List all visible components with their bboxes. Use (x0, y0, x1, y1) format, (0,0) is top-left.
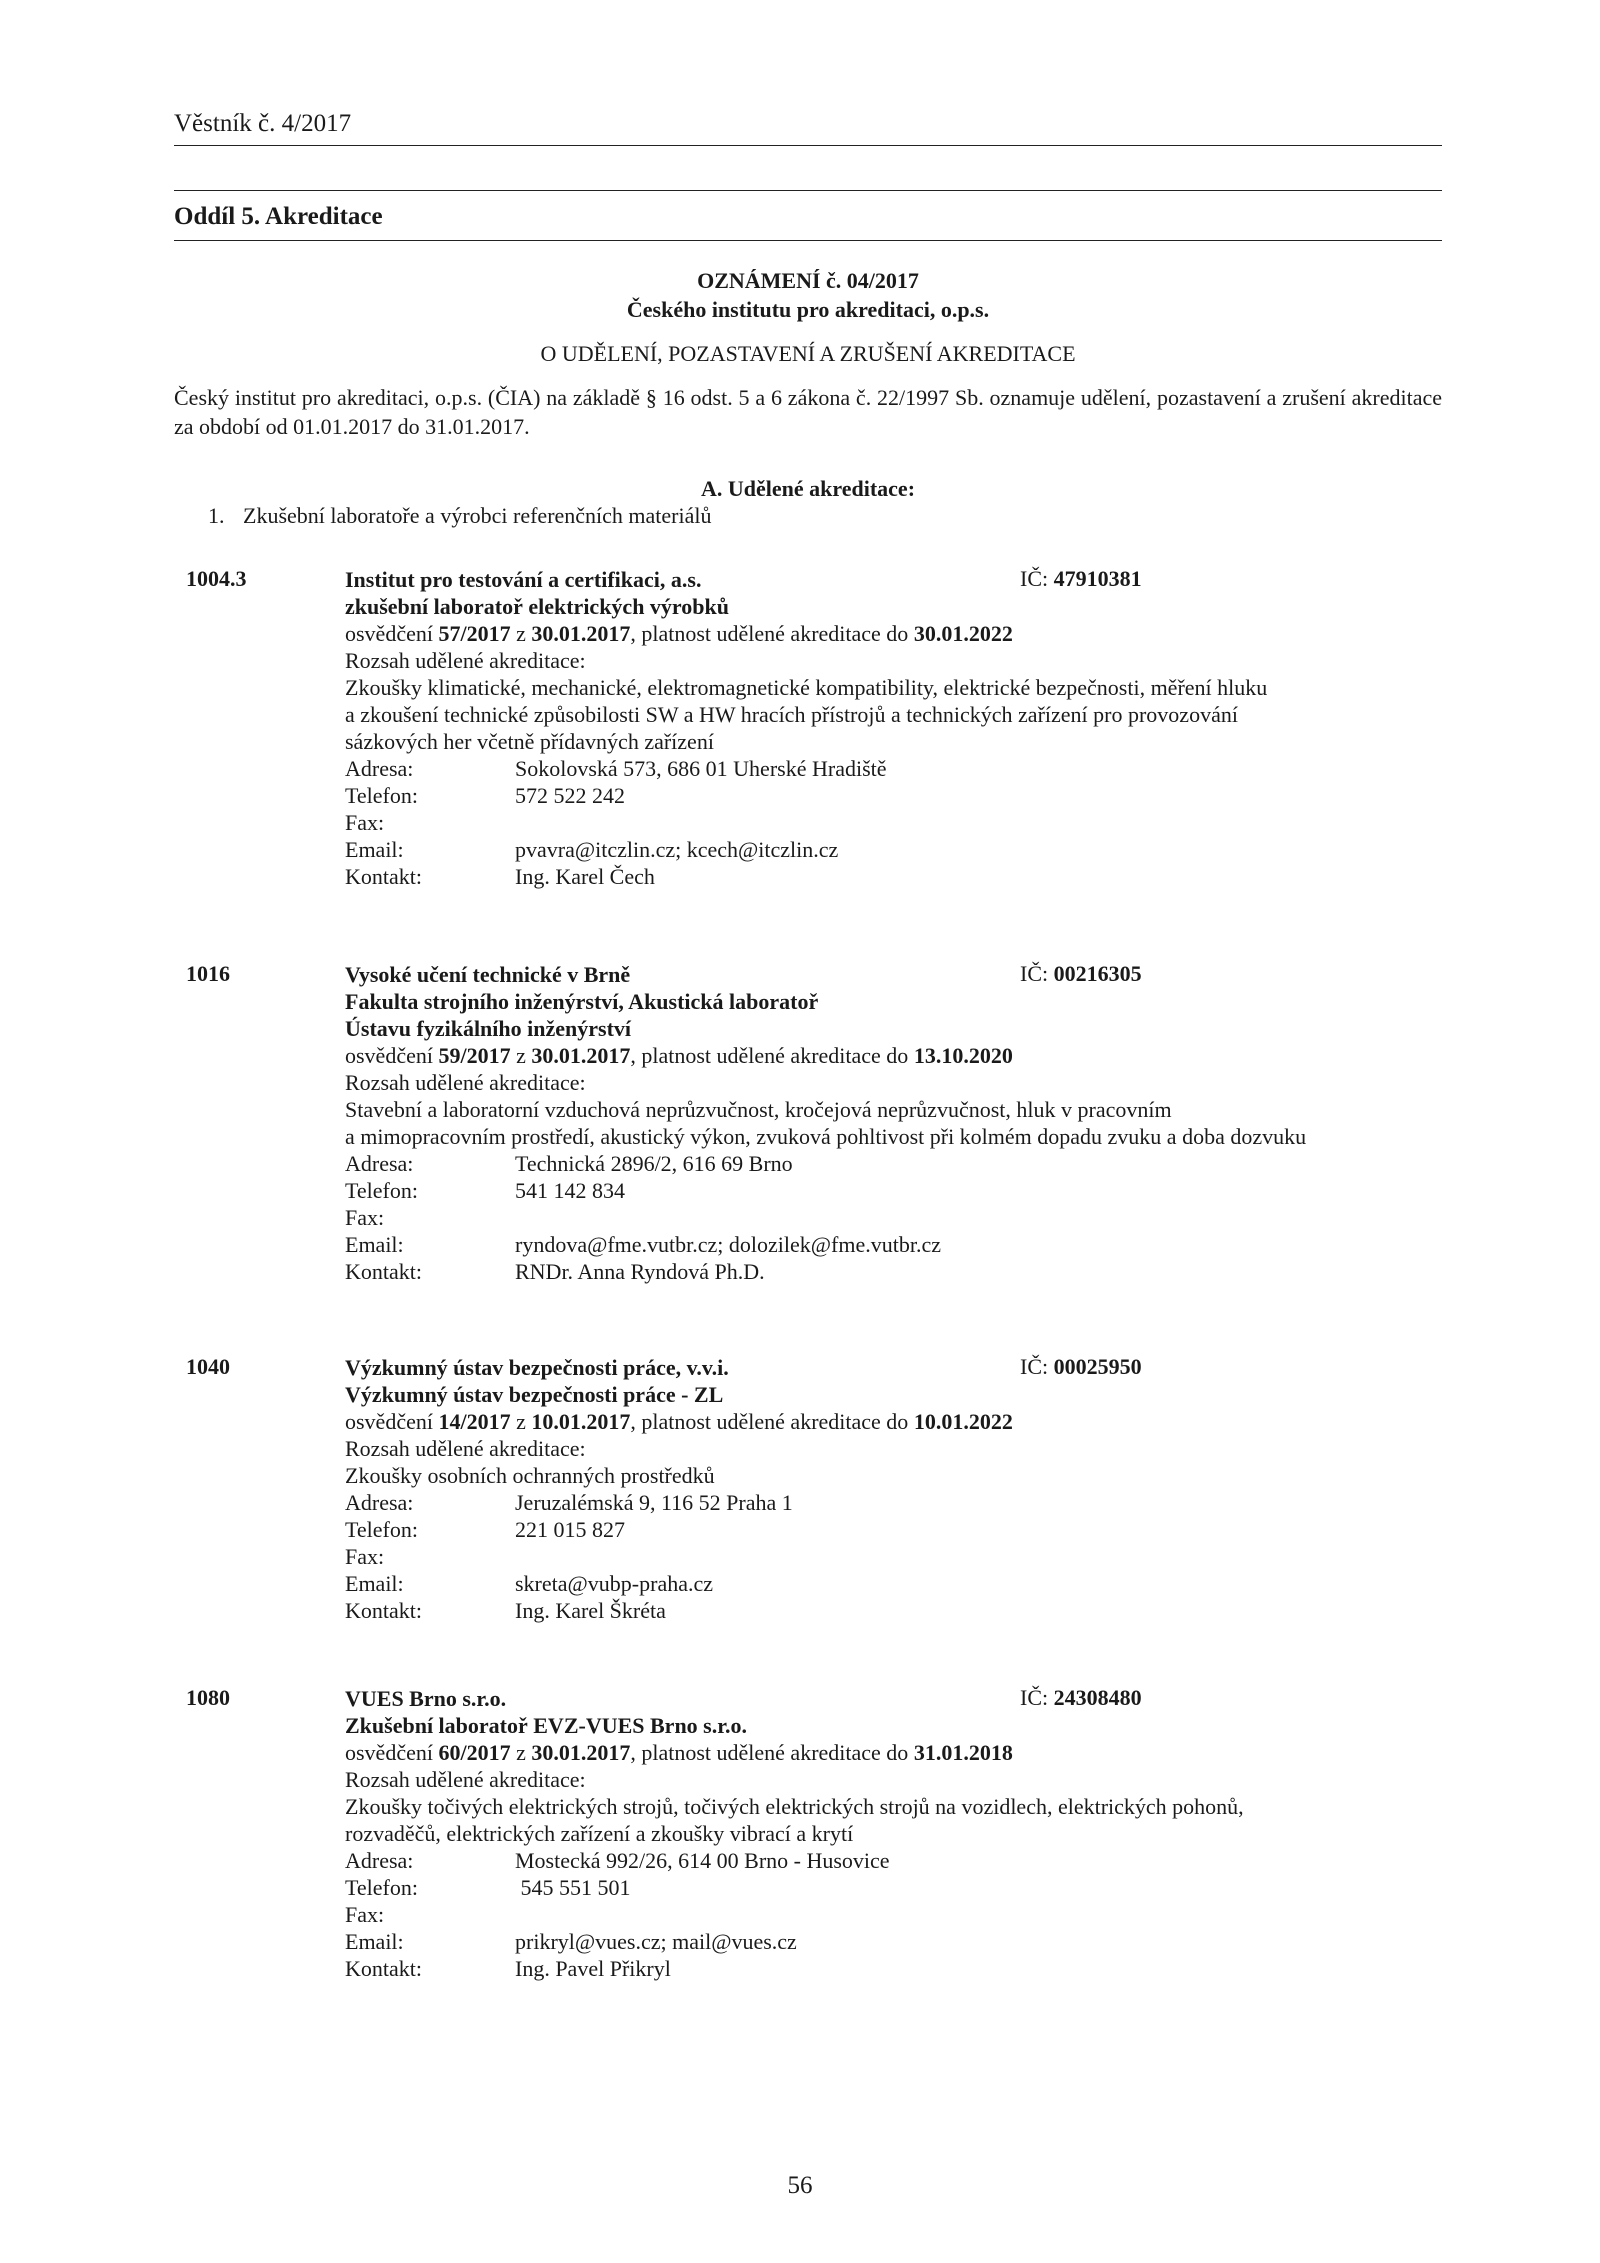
certificate-prefix: osvědčení (345, 621, 439, 646)
certificate-from: z (510, 1740, 532, 1765)
address-row (345, 1150, 1445, 1177)
certificate-number: 14/2017 (438, 1409, 511, 1434)
scope-heading: Rozsah udělené akreditace: (345, 1767, 586, 1792)
scope-line: Zkoušky točivých elektrických strojů, točivých elektrických strojů na vozidlech, elektrických pohonů, (345, 1794, 1244, 1819)
address-value: Jeruzalémská 9, 116 52 Praha 1 (515, 1490, 793, 1515)
fax-label: Fax: (345, 1205, 385, 1230)
certificate-number: 60/2017 (438, 1740, 511, 1765)
valid-until: 30.01.2022 (913, 621, 1013, 646)
phone-label: Telefon: (345, 783, 418, 808)
fax-label: Fax: (345, 1544, 385, 1569)
address-row (345, 1847, 1445, 1874)
entry-code: 1080 (186, 1685, 230, 1710)
header-rule (174, 145, 1442, 146)
email-row (345, 1231, 1445, 1258)
issue-date: 30.01.2017 (531, 1740, 631, 1765)
scope-line: sázkových her včetně přídavných zařízení (345, 729, 714, 754)
certificate-prefix: osvědčení (345, 1740, 439, 1765)
validity-text: , platnost udělené akreditace do (630, 1740, 914, 1765)
address-label: Adresa: (345, 1848, 414, 1873)
address-value: Sokolovská 573, 686 01 Uherské Hradiště (515, 756, 887, 781)
ic-label: IČ: (1020, 1354, 1054, 1379)
scope-heading: Rozsah udělené akreditace: (345, 1436, 586, 1461)
notice-title: OZNÁMENÍ č. 04/2017 (697, 268, 919, 293)
certificate-line (345, 1739, 1445, 1766)
phone-value: 545 551 501 (515, 1875, 631, 1900)
address-label: Adresa: (345, 1490, 414, 1515)
contact-row (345, 1955, 1445, 1982)
section-rule-bottom (174, 240, 1442, 241)
phone-value: 541 142 834 (515, 1178, 625, 1203)
phone-row (345, 782, 1445, 809)
email-label: Email: (345, 1929, 404, 1954)
contact-label: Kontakt: (345, 864, 422, 889)
email-value: skreta@vubp-praha.cz (515, 1571, 713, 1596)
address-row (345, 1489, 1445, 1516)
fax-row (345, 1204, 1445, 1231)
ic-label: IČ: (1020, 961, 1054, 986)
organization-line: Vysoké učení technické v Brně (345, 962, 631, 987)
issue-date: 10.01.2017 (531, 1409, 631, 1434)
section-title: Oddíl 5. Akreditace (174, 203, 383, 230)
phone-label: Telefon: (345, 1517, 418, 1542)
validity-text: , platnost udělené akreditace do (630, 1409, 914, 1434)
email-label: Email: (345, 1571, 404, 1596)
organization-line: Výzkumný ústav bezpečnosti práce - ZL (345, 1382, 724, 1407)
fax-row (345, 809, 1445, 836)
entry-body (345, 1354, 1445, 1624)
contact-value: Ing. Karel Škréta (515, 1598, 666, 1623)
email-row (345, 1570, 1445, 1597)
entry-code: 1016 (186, 961, 230, 986)
section-rule-top (174, 190, 1442, 191)
notice-intro: Český institut pro akreditaci, o.p.s. (ČIA) na základě § 16 odst. 5 a 6 zákona č. 22/1997 Sb. oznamuje udělení, pozastavení a zrušení akreditace za období od 01.01.2017 do 31.01.2017. (174, 385, 1442, 439)
email-value: ryndova@fme.vutbr.cz; dolozilek@fme.vutbr.cz (515, 1232, 942, 1257)
email-value: pvavra@itczlin.cz; kcech@itczlin.cz (515, 837, 839, 862)
ic-value: 00216305 (1053, 961, 1142, 986)
part-heading: A. Udělené akreditace: (700, 476, 916, 501)
email-row (345, 1928, 1445, 1955)
validity-text: , platnost udělené akreditace do (630, 1043, 914, 1068)
phone-value: 221 015 827 (515, 1517, 625, 1542)
valid-until: 31.01.2018 (913, 1740, 1013, 1765)
email-label: Email: (345, 1232, 404, 1257)
scope-line: rozvaděčů, elektrických zařízení a zkoušky vibrací a krytí (345, 1821, 854, 1846)
ic-value: 47910381 (1053, 566, 1142, 591)
fax-label: Fax: (345, 810, 385, 835)
address-label: Adresa: (345, 1151, 414, 1176)
email-label: Email: (345, 837, 404, 862)
validity-text: , platnost udělené akreditace do (630, 621, 914, 646)
phone-row (345, 1874, 1445, 1901)
entry-code: 1040 (186, 1354, 230, 1379)
entry-body (345, 566, 1445, 890)
certificate-from: z (510, 621, 532, 646)
organization-line: Fakulta strojního inženýrství, Akustická laboratoř (345, 989, 819, 1014)
phone-row (345, 1516, 1445, 1543)
address-value: Technická 2896/2, 616 69 Brno (515, 1151, 793, 1176)
certificate-prefix: osvědčení (345, 1043, 439, 1068)
contact-value: Ing. Pavel Přikryl (515, 1956, 671, 1981)
contact-row (345, 1258, 1445, 1285)
scope-line: Stavební a laboratorní vzduchová neprůzvučnost, kročejová neprůzvučnost, hluk v pracovním (345, 1097, 1172, 1122)
scope-heading: Rozsah udělené akreditace: (345, 648, 586, 673)
valid-until: 13.10.2020 (913, 1043, 1013, 1068)
address-label: Adresa: (345, 756, 414, 781)
entry-code: 1004.3 (186, 566, 247, 591)
email-value: prikryl@vues.cz; mail@vues.cz (515, 1929, 797, 1954)
contact-label: Kontakt: (345, 1259, 422, 1284)
list-item-laboratories (208, 503, 712, 529)
ic-value: 24308480 (1053, 1685, 1142, 1710)
notice-issuer: Českého institutu pro akreditaci, o.p.s. (626, 297, 990, 322)
issue-date: 30.01.2017 (531, 1043, 631, 1068)
address-value: Mostecká 992/26, 614 00 Brno - Husovice (515, 1848, 890, 1873)
scope-heading: Rozsah udělené akreditace: (345, 1070, 586, 1095)
organization-line: VUES Brno s.r.o. (345, 1686, 507, 1711)
contact-label: Kontakt: (345, 1956, 422, 1981)
fax-label: Fax: (345, 1902, 385, 1927)
contact-label: Kontakt: (345, 1598, 422, 1623)
certificate-line (345, 1042, 1445, 1069)
journal-header: Věstník č. 4/2017 (174, 110, 352, 137)
organization-line: Výzkumný ústav bezpečnosti práce, v.v.i. (345, 1355, 729, 1380)
list-number: 1. (208, 503, 225, 528)
organization-line: Institut pro testování a certifikaci, a.s. (345, 567, 702, 592)
phone-label: Telefon: (345, 1178, 418, 1203)
page-number: 56 (787, 2172, 813, 2199)
ic-value: 00025950 (1053, 1354, 1142, 1379)
organization-line: Zkušební laboratoř EVZ-VUES Brno s.r.o. (345, 1713, 747, 1738)
valid-until: 10.01.2022 (913, 1409, 1013, 1434)
ic-label: IČ: (1020, 1685, 1054, 1710)
address-row (345, 755, 1445, 782)
organization-line: Ústavu fyzikálního inženýrství (345, 1016, 632, 1041)
certificate-from: z (510, 1043, 532, 1068)
scope-line: Zkoušky osobních ochranných prostředků (345, 1463, 715, 1488)
contact-row (345, 863, 1445, 890)
scope-line: a mimopracovním prostředí, akustický výkon, zvuková pohltivost při kolmém dopadu zvuku a doba dozvuku (345, 1124, 1307, 1149)
contact-value: RNDr. Anna Ryndová Ph.D. (515, 1259, 765, 1284)
entry-body (345, 961, 1445, 1285)
ic-label: IČ: (1020, 566, 1054, 591)
contact-value: Ing. Karel Čech (515, 864, 655, 889)
fax-row (345, 1543, 1445, 1570)
email-row (345, 836, 1445, 863)
phone-value: 572 522 242 (515, 783, 625, 808)
fax-row (345, 1901, 1445, 1928)
issue-date: 30.01.2017 (531, 621, 631, 646)
list-label: Zkušební laboratoře a výrobci referenčních materiálů (243, 503, 712, 528)
scope-line: a zkoušení technické způsobilosti SW a HW hracích přístrojů a technických zařízení pro provozování (345, 702, 1238, 727)
certificate-from: z (510, 1409, 532, 1434)
certificate-line (345, 1408, 1445, 1435)
entry-body (345, 1685, 1445, 1982)
certificate-number: 57/2017 (438, 621, 511, 646)
notice-subject: O UDĚLENÍ, POZASTAVENÍ A ZRUŠENÍ AKREDITACE (540, 341, 1076, 366)
contact-row (345, 1597, 1445, 1624)
organization-line: zkušební laboratoř elektrických výrobků (345, 594, 730, 619)
phone-label: Telefon: (345, 1875, 418, 1900)
phone-row (345, 1177, 1445, 1204)
certificate-number: 59/2017 (438, 1043, 511, 1068)
certificate-prefix: osvědčení (345, 1409, 439, 1434)
certificate-line (345, 620, 1445, 647)
scope-line: Zkoušky klimatické, mechanické, elektromagnetické kompatibility, elektrické bezpečnosti, měření hluku (345, 675, 1268, 700)
